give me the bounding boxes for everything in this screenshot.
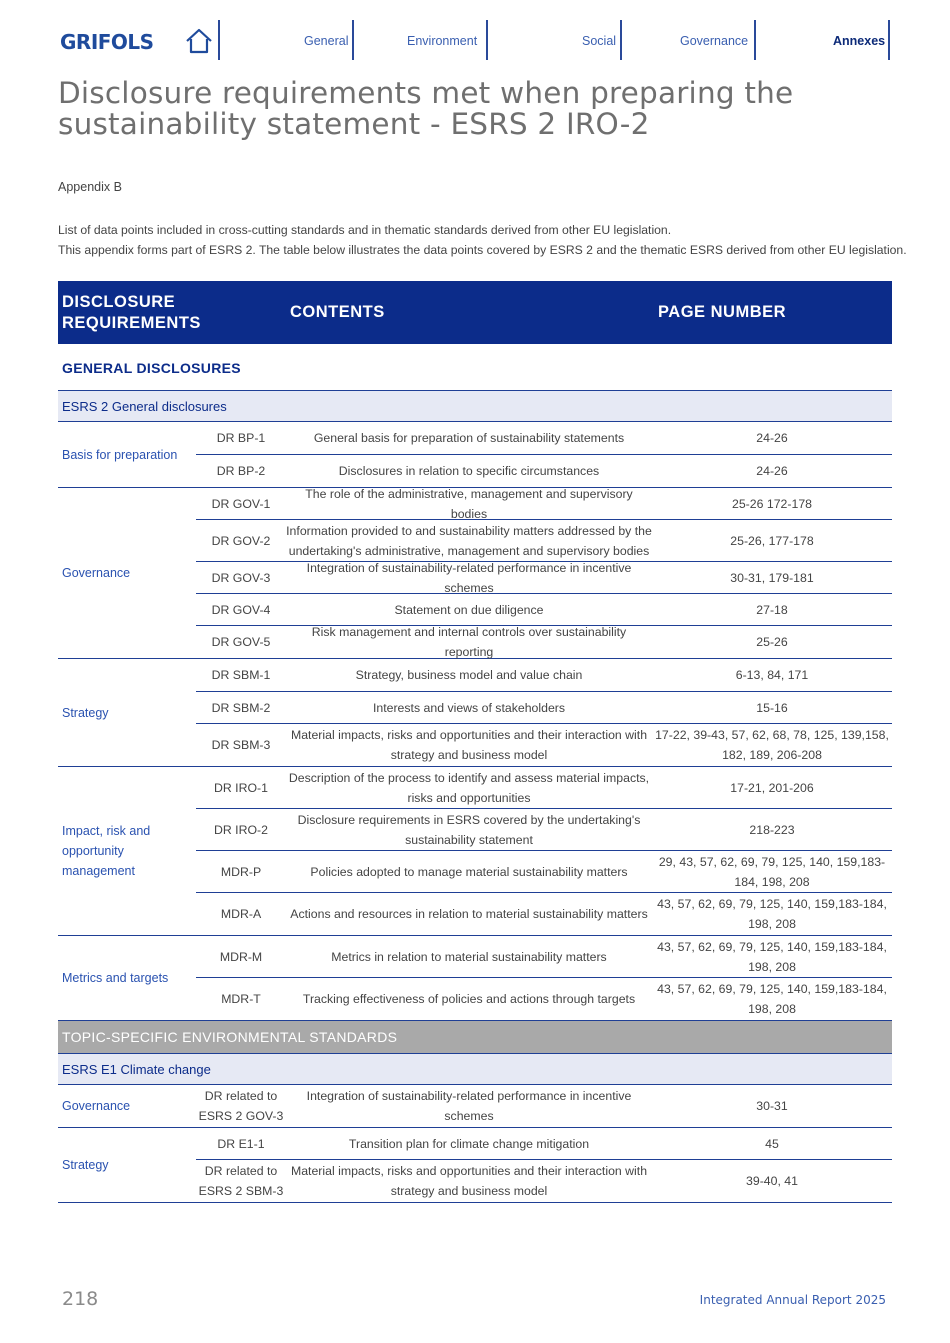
subheading-text: ESRS 2 General disclosures bbox=[62, 399, 227, 414]
dr-cell: DR BP-1 bbox=[216, 431, 266, 445]
header-page-number: PAGE NUMBER bbox=[658, 303, 787, 321]
table-group bbox=[58, 422, 892, 488]
dr-cell: DR SBM-2 bbox=[211, 700, 271, 715]
home-icon[interactable] bbox=[185, 28, 213, 54]
page-number-cell: 25-26 bbox=[756, 635, 788, 649]
subheading-esrs2 bbox=[58, 390, 892, 422]
contents-cell: Integration of sustainability-related performance in incentive schemes bbox=[306, 560, 632, 595]
table-row bbox=[196, 936, 892, 978]
table-row bbox=[196, 978, 892, 1020]
contents-cell: Integration of sustainability-related performance in incentive schemes bbox=[306, 1089, 632, 1123]
group-name: Basis for preparation bbox=[62, 447, 178, 462]
page-title: Disclosure requirements met when preparing the sustainability statement - ESRS 2 IRO-2 bbox=[58, 76, 794, 141]
table-group bbox=[58, 767, 892, 936]
dr-cell: DR GOV-5 bbox=[211, 635, 271, 649]
table-row bbox=[196, 692, 892, 724]
dr-cell: DR BP-2 bbox=[216, 464, 266, 478]
contents-cell: General basis for preparation of sustainability statements bbox=[313, 431, 625, 445]
contents-cell: Transition plan for climate change mitigation bbox=[348, 1136, 590, 1151]
page-number-cell: 43, 57, 62, 69, 79, 125, 140, 159,183-184, 198, 208 bbox=[657, 982, 887, 1016]
table-row bbox=[196, 1085, 892, 1127]
dr-cell: DR GOV-4 bbox=[211, 602, 271, 617]
nav-general[interactable]: General bbox=[304, 34, 349, 48]
dr-cell: DR IRO-1 bbox=[214, 780, 268, 795]
intro-line: List of data points included in cross-cutting standards and in thematic standards derived from other EU legislation. bbox=[58, 223, 672, 237]
intro-text bbox=[58, 220, 907, 260]
table-row bbox=[196, 1160, 892, 1202]
dr-cell: MDR-T bbox=[221, 992, 261, 1006]
table-group bbox=[58, 488, 892, 659]
nav-divider bbox=[888, 20, 890, 60]
table-group bbox=[58, 659, 892, 767]
header-disclosure-requirements: DISCLOSURE REQUIREMENTS bbox=[62, 293, 201, 332]
table-row bbox=[196, 809, 892, 851]
nav-governance[interactable]: Governance bbox=[680, 34, 749, 48]
contents-cell: Material impacts, risks and opportunities and their interaction with strategy and business model bbox=[290, 728, 648, 762]
dr-cell: DR SBM-3 bbox=[211, 738, 271, 752]
nav-divider bbox=[754, 20, 756, 60]
table-row bbox=[196, 626, 892, 658]
group-rows bbox=[196, 1085, 892, 1127]
section-environmental-standards bbox=[58, 1021, 892, 1053]
group-rows bbox=[196, 422, 892, 487]
contents-cell: Statement on due diligence bbox=[394, 602, 544, 617]
disclosure-table bbox=[58, 281, 892, 1203]
nav-environment[interactable]: Environment bbox=[407, 34, 478, 48]
section-title-text: GENERAL DISCLOSURES bbox=[62, 360, 241, 376]
group-name: Governance bbox=[62, 566, 131, 580]
table-row bbox=[196, 562, 892, 594]
header-contents: CONTENTS bbox=[290, 303, 385, 321]
group-rows bbox=[196, 767, 892, 935]
page-number-cell: 30-31, 179-181 bbox=[730, 570, 814, 585]
contents-cell: Risk management and internal controls over sustainability reporting bbox=[311, 625, 627, 659]
contents-cell: Material impacts, risks and opportunities and their interaction with strategy and business model bbox=[290, 1164, 648, 1198]
page-number-cell: 15-16 bbox=[756, 700, 788, 715]
page-number-cell: 17-22, 39-43, 57, 62, 68, 78, 125, 139,158, 182, 189, 206-208 bbox=[655, 728, 889, 762]
group-name: Governance bbox=[62, 1099, 131, 1113]
page-number-cell: 43, 57, 62, 69, 79, 125, 140, 159,183-184, 198, 208 bbox=[657, 939, 887, 974]
table-row bbox=[196, 767, 892, 809]
page-number-cell: 25-26 172-178 bbox=[732, 496, 812, 511]
table-group bbox=[58, 1128, 892, 1203]
dr-cell: DR IRO-2 bbox=[214, 822, 268, 837]
contents-cell: Policies adopted to manage material sustainability matters bbox=[310, 864, 628, 879]
dr-cell: MDR-A bbox=[220, 907, 262, 921]
contents-cell: The role of the administrative, management and supervisory bodies bbox=[305, 486, 633, 521]
page-number-cell: 17-21, 201-206 bbox=[730, 780, 814, 795]
contents-cell: Actions and resources in relation to material sustainability matters bbox=[290, 907, 648, 921]
appendix-label: Appendix B bbox=[58, 180, 122, 194]
dr-cell: DR SBM-1 bbox=[211, 668, 271, 682]
group-rows bbox=[196, 659, 892, 766]
page-number-cell: 6-13, 84, 171 bbox=[735, 668, 809, 682]
contents-cell: Tracking effectiveness of policies and actions through targets bbox=[302, 992, 636, 1006]
page-number-cell: 43, 57, 62, 69, 79, 125, 140, 159,183-184, 198, 208 bbox=[657, 897, 887, 931]
dr-cell: MDR-M bbox=[219, 949, 263, 964]
intro-line: This appendix forms part of ESRS 2. The table below illustrates the data points covered by ESRS 2 and the thematic ESRS derived from other EU legislation. bbox=[58, 243, 907, 257]
dr-cell: DR GOV-3 bbox=[211, 570, 271, 585]
page-number-cell: 25-26, 177-178 bbox=[730, 533, 814, 548]
group-rows bbox=[196, 488, 892, 658]
page-number-cell: 218-223 bbox=[749, 822, 795, 837]
nav-annexes[interactable]: Annexes bbox=[833, 34, 886, 48]
table-group bbox=[58, 936, 892, 1021]
table-row bbox=[196, 1128, 892, 1160]
top-navigation bbox=[58, 18, 892, 62]
contents-cell: Disclosures in relation to specific circumstances bbox=[338, 464, 600, 478]
dr-cell: DR related to ESRS 2 GOV-3 bbox=[198, 1089, 284, 1123]
table-row bbox=[196, 851, 892, 893]
group-name: Impact, risk and opportunity management bbox=[62, 824, 151, 878]
table-row bbox=[196, 893, 892, 935]
table-row bbox=[196, 724, 892, 766]
dr-cell: DR E1-1 bbox=[217, 1136, 265, 1151]
contents-cell: Description of the process to identify and assess material impacts, risks and opportunities bbox=[288, 770, 650, 805]
dr-cell: DR related to ESRS 2 SBM-3 bbox=[198, 1164, 284, 1198]
environmental-groups bbox=[58, 1085, 892, 1203]
page-number-cell: 30-31 bbox=[756, 1099, 788, 1113]
page-number-cell: 29, 43, 57, 62, 69, 79, 125, 140, 159,183-184, 198, 208 bbox=[658, 854, 886, 889]
nav-divider bbox=[218, 20, 220, 60]
page-number-cell: 39-40, 41 bbox=[746, 1174, 798, 1188]
contents-cell: Metrics in relation to material sustainability matters bbox=[331, 949, 607, 964]
page-number-cell: 27-18 bbox=[756, 602, 788, 617]
group-name: Strategy bbox=[62, 1158, 109, 1172]
nav-social[interactable]: Social bbox=[582, 34, 617, 48]
table-row bbox=[196, 659, 892, 692]
section-general-disclosures bbox=[58, 344, 892, 390]
table-row bbox=[196, 455, 892, 487]
table-row bbox=[196, 488, 892, 520]
table-row bbox=[196, 520, 892, 562]
contents-cell: Interests and views of stakeholders bbox=[372, 700, 566, 715]
page-number-cell: 24-26 bbox=[756, 464, 788, 478]
page-number-cell: 24-26 bbox=[756, 431, 788, 445]
nav-divider bbox=[352, 20, 354, 60]
page-number: 218 bbox=[62, 1288, 99, 1310]
report-name: Integrated Annual Report 2025 bbox=[699, 1293, 886, 1307]
subheading-text: ESRS E1 Climate change bbox=[62, 1062, 211, 1077]
page-number-cell: 45 bbox=[765, 1136, 779, 1151]
contents-cell: Disclosure requirements in ESRS covered by the undertaking's sustainability statement bbox=[297, 812, 641, 847]
table-row bbox=[196, 422, 892, 455]
group-rows bbox=[196, 1128, 892, 1202]
contents-cell: Information provided to and sustainability matters addressed by the undertaking's administrative, management and supervisory bodies bbox=[286, 523, 652, 558]
nav-divider bbox=[486, 20, 488, 60]
dr-cell: DR GOV-1 bbox=[211, 496, 271, 511]
dr-cell: DR GOV-2 bbox=[211, 533, 271, 548]
table-group bbox=[58, 1085, 892, 1128]
group-rows bbox=[196, 936, 892, 1020]
table-header bbox=[58, 281, 892, 344]
dr-cell: MDR-P bbox=[220, 864, 262, 879]
subheading-esrs-e1 bbox=[58, 1053, 892, 1085]
grifols-logo[interactable]: GRIFOLS bbox=[60, 30, 154, 54]
section-title-text: TOPIC-SPECIFIC ENVIRONMENTAL STANDARDS bbox=[62, 1029, 398, 1045]
group-name: Metrics and targets bbox=[62, 971, 169, 985]
nav-divider bbox=[620, 20, 622, 60]
general-groups bbox=[58, 422, 892, 1021]
contents-cell: Strategy, business model and value chain bbox=[355, 668, 583, 682]
group-name: Strategy bbox=[62, 705, 109, 720]
